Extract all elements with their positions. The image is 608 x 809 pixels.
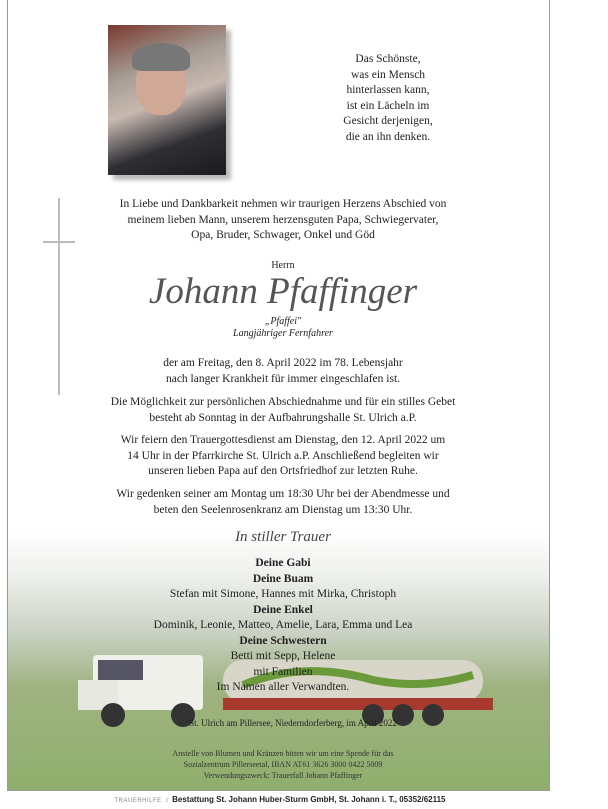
quote-line: die an ihn denken.	[345, 130, 431, 143]
death-notice	[68, 356, 498, 387]
quote-line: was ein Mensch	[350, 68, 426, 81]
footer	[0, 795, 560, 804]
footer-company: Bestattung St. Johann Huber-Sturm GmbH, St. Johann i. T., 05352/62115	[172, 795, 446, 804]
mourner-group-label: Deine Buam	[252, 572, 314, 585]
farewell-notice	[68, 395, 498, 426]
farewell-line: Die Möglichkeit zur persönlichen Abschiednahme und für ein stilles Gebet	[110, 396, 456, 408]
mass-line: Wir gedenken seiner am Montag um 18:30 Uhr bei der Abendmesse und	[116, 488, 450, 500]
candle-icon: ♁	[163, 795, 170, 804]
mourner-names: Betti mit Sepp, Helene	[230, 650, 336, 662]
mourner-names: Dominik, Leonie, Matteo, Amelie, Lara, Emma und Lea	[153, 619, 413, 631]
mass-notice	[68, 487, 498, 518]
funeral-line: Wir feiern den Trauergottesdienst am Dienstag, den 12. April 2022 um	[120, 434, 446, 446]
funeral-line: unseren lieben Papa auf den Ortsfriedhof zur letzten Ruhe.	[148, 465, 418, 477]
intro-line: meinem lieben Mann, unserem herzensguten Papa, Schwiegervater,	[127, 213, 439, 226]
nickname: „Pfaffei"	[264, 316, 302, 327]
donation-line: Anstelle von Blumen und Kränzen bitten wir um eine Spende für das	[172, 749, 394, 758]
portrait-hair	[132, 43, 190, 71]
mourning-title: In stiller Trauer	[235, 529, 331, 545]
occupation: Langjähriger Fernfahrer	[233, 328, 333, 339]
deceased-name: Johann Pfaffinger	[148, 271, 418, 312]
memorial-quote	[308, 52, 468, 145]
intro-line: Opa, Bruder, Schwager, Onkel und Göd	[191, 229, 375, 241]
intro-line: In Liebe und Dankbarkeit nehmen wir traurigen Herzens Abschied von	[119, 198, 447, 210]
footer-brand: TRAUERHILFE	[114, 798, 162, 804]
quote-line: Das Schönste,	[355, 53, 421, 65]
quote-line: ist ein Lächeln im	[346, 99, 430, 112]
death-line: der am Freitag, den 8. April 2022 im 78. Lebensjahr	[163, 357, 403, 369]
donation-note	[68, 748, 498, 781]
mass-line: beten den Seelenrosenkranz am Dienstag um 13:30 Uhr.	[153, 503, 413, 516]
cross-icon	[58, 198, 60, 395]
farewell-line: besteht ab Sonntag in der Aufbahrungshalle St. Ulrich a.P.	[149, 411, 417, 424]
mourners-list	[68, 556, 498, 696]
quote-line: hinterlassen kann,	[346, 84, 430, 96]
families-text: mit Familien	[253, 665, 313, 678]
donation-line: Verwendungszweck: Trauerfall Johann Pfaffinger	[203, 771, 363, 780]
mourner-group-label: Deine Enkel	[253, 603, 313, 616]
mourner-names: Stefan mit Simone, Hannes mit Mirka, Christoph	[169, 588, 397, 600]
death-line: nach langer Krankheit für immer eingeschlafen ist.	[165, 372, 401, 385]
quote-line: Gesicht derjenigen,	[343, 115, 433, 127]
intro-text	[68, 197, 498, 244]
mourner-group-label: Deine Gabi	[255, 557, 311, 569]
relatives-text: Im Namen aller Verwandten.	[216, 681, 350, 693]
place-date: St. Ulrich am Pillersee, Niederndorferberg, im April 2022	[189, 718, 397, 728]
mourner-group-label: Deine Schwestern	[239, 634, 327, 647]
salutation: Herrn	[271, 260, 295, 271]
donation-line: Sozialzentrum Pillerseetal, IBAN AT61 3626 3000 0422 5009	[183, 760, 383, 769]
obituary-card	[7, 0, 550, 791]
funeral-line: 14 Uhr in der Pfarrkirche St. Ulrich a.P. Anschließend begleiten wir	[127, 449, 439, 462]
funeral-notice	[68, 433, 498, 480]
portrait-photo	[108, 25, 226, 175]
